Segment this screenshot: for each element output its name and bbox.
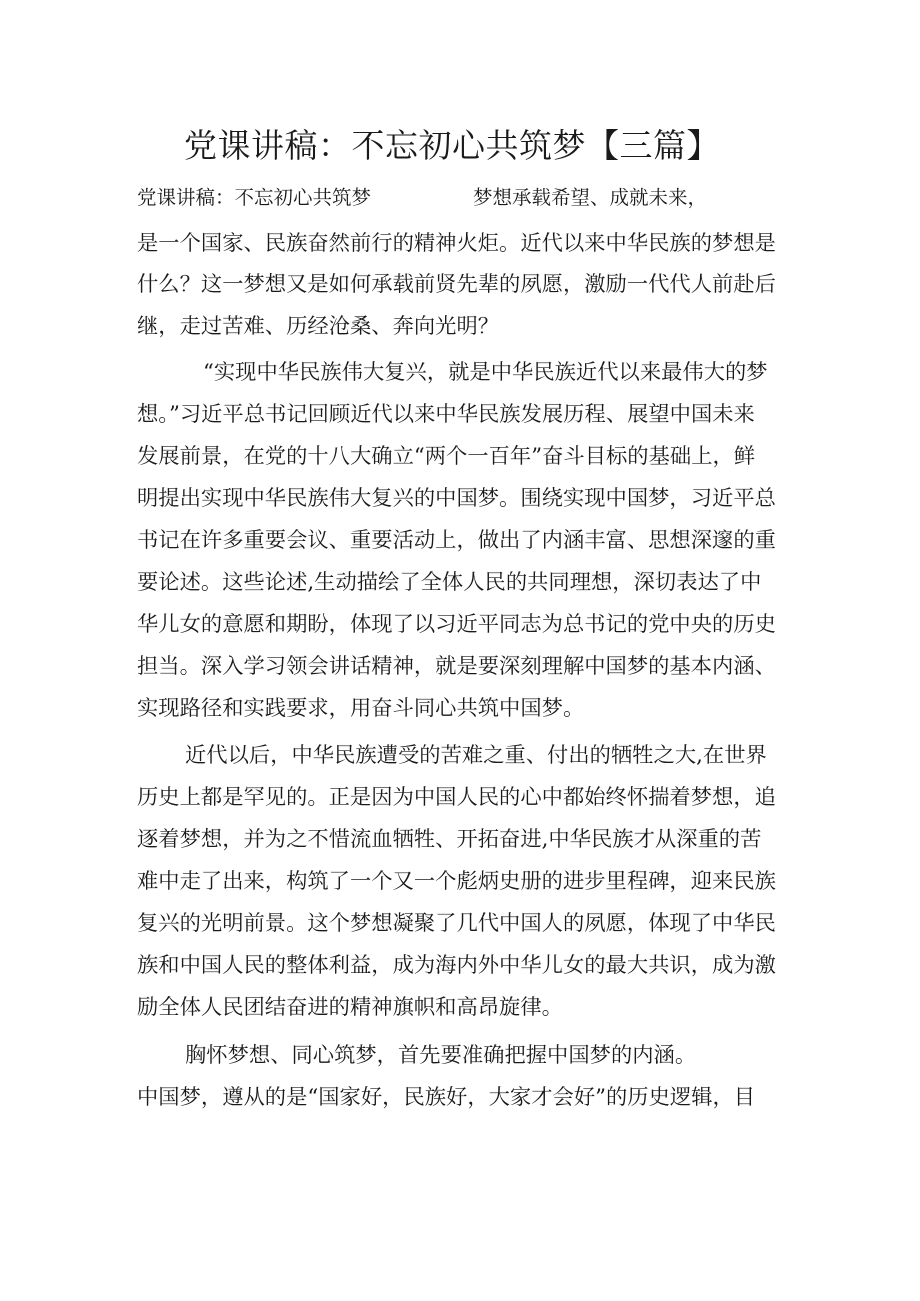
text-line: 难中走了出来，构筑了一个又一个彪炳史册的进步里程碑，迎来民族 <box>137 869 776 894</box>
text-line: 复兴的光明前景。这个梦想凝聚了几代中国人的夙愿，体现了中华民 <box>137 911 776 936</box>
text-line: 中国梦，遵从的是“国家好，民族好，大家才会好”的历史逻辑，目 <box>137 1085 756 1110</box>
text-line: 明提出实现中华民族伟大复兴的中国梦。围绕实现中国梦，习近平总 <box>137 486 776 511</box>
text-line: 历史上都是罕见的。正是因为中国人民的心中都始终怀揣着梦想，追 <box>137 785 776 810</box>
text-line: 继，走过苦难、历经沧桑、奔向光明？ <box>137 314 500 339</box>
text-line: 励全体人民团结奋进的精神旗帜和高昂旋律。 <box>137 995 563 1020</box>
text-line: 想。”习近平总书记回顾近代以来中华民族发展历程、展望中国未来 <box>137 402 755 427</box>
text-line: 华儿女的意愿和期盼，体现了以习近平同志为总书记的党中央的历史 <box>137 612 776 637</box>
text-line: 什么？这一梦想又是如何承载前贤先辈的夙愿，激励一代代人前赴后 <box>137 272 776 297</box>
text-line: 要论述。这些论述,生动描绘了全体人民的共同理想，深切表达了中 <box>137 570 762 595</box>
text-line: 发展前景，在党的十八大确立“两个一百年”奋斗目标的基础上，鲜 <box>137 444 756 469</box>
text-line: 实现路径和实践要求，用奋斗同心共筑中国梦。 <box>137 696 585 721</box>
subtitle-line <box>137 183 707 213</box>
text-line: 是一个国家、民族奋然前行的精神火炬。近代以来中华民族的梦想是 <box>137 231 776 256</box>
text-line: 胸怀梦想、同心筑梦，首先要准确把握中国梦的内涵。 <box>185 1043 697 1068</box>
text-line: 逐着梦想，并为之不惜流血牺牲、开拓奋进,中华民族才从深重的苦 <box>137 827 762 852</box>
text-line: 族和中国人民的整体利益，成为海内外中华儿女的最大共识，成为激 <box>137 953 776 978</box>
subtitle-left: 党课讲稿：不忘初心共筑梦 <box>137 186 372 209</box>
text-line: 近代以后，中华民族遭受的苦难之重、付出的牺牲之大,在世界 <box>185 743 767 768</box>
text-line: “实现中华民族伟大复兴，就是中华民族近代以来最伟大的梦 <box>203 360 768 385</box>
text-line: 担当。深入学习领会讲话精神，就是要深刻理解中国梦的基本内涵、 <box>137 654 776 679</box>
subtitle-right: 梦想承载希望、成就未来， <box>473 186 708 209</box>
text-line: 书记在许多重要会议、重要活动上，做出了内涵丰富、思想深邃的重 <box>137 528 776 553</box>
document-title: 党课讲稿：不忘初心共筑梦【三篇】 <box>184 126 720 165</box>
